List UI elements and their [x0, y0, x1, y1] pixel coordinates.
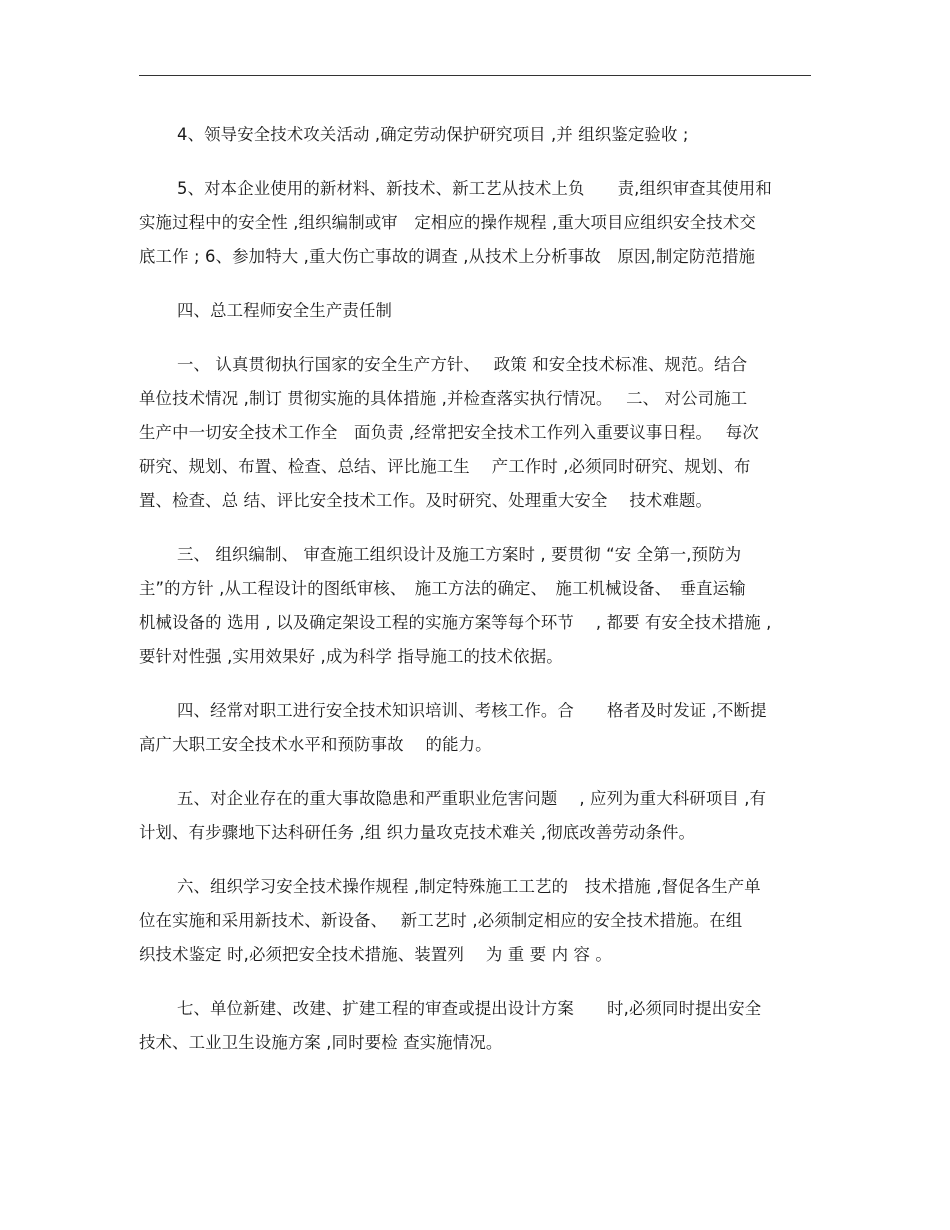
paragraph-item-4 [139, 118, 811, 152]
text-line: 计划、有步骤地下达科研任务 ,组 织力量攻克技术难关 ,彻底改善劳动条件。 [139, 823, 696, 842]
text-line: 高广大职工安全技术水平和预防事故 的能力。 [139, 735, 492, 754]
header-rule [139, 75, 811, 76]
text-line: 三、 组织编制、 审查施工组织设计及施工方案时 , 要贯彻 “安 全第一,预防为 [177, 545, 742, 564]
text-line: 实施过程中的安全性 ,组织编制或审 定相应的操作规程 ,重大项目应组织安全技术交 [139, 213, 756, 232]
text-line: 主”的方针 ,从工程设计的图纸审核、 施工方法的确定、 施工机械设备、 垂直运输 [139, 579, 746, 598]
text-line: 研究、规划、布置、检查、总结、评比施工生 产工作时 ,必须同时研究、规划、布 [139, 457, 751, 476]
text-line: 位在实施和采用新技术、新设备、 新工艺时 ,必须制定相应的安全技术措施。在组 [139, 911, 743, 930]
text-line: 技术、工业卫生设施方案 ,同时要检 查实施情况。 [139, 1033, 503, 1052]
section-heading [139, 294, 811, 328]
text-line: 4、领导安全技术攻关活动 ,确定劳动保护研究项目 ,并 组织鉴定验收 ; [177, 125, 689, 144]
text-line: 机械设备的 选用 , 以及确定架设工程的实施方案等每个环节 , 都要 有安全技术措施 , [139, 613, 772, 632]
text-line: 四、总工程师安全生产责任制 [177, 301, 393, 320]
text-line: 要针对性强 ,实用效果好 ,成为科学 指导施工的技术依据。 [139, 647, 563, 666]
text-line: 六、组织学习安全技术操作规程 ,制定特殊施工工艺的 技术措施 ,督促各生产单 [177, 877, 761, 896]
text-line: 单位技术情况 ,制订 贯彻实施的具体措施 ,并检查落实执行情况。 二、 对公司施工 [139, 389, 748, 408]
paragraph-four [139, 694, 811, 762]
text-line: 生产中一切安全技术工作全 面负责 ,经常把安全技术工作列入重要议事日程。 每次 [139, 423, 759, 442]
text-line: 一、 认真贯彻执行国家的安全生产方针、 政策 和安全技术标准、规范。结合 [177, 355, 748, 374]
text-line: 5、对本企业使用的新材料、新技术、新工艺从技术上负 责,组织审查其使用和 [177, 179, 772, 198]
text-line: 四、经常对职工进行安全技术知识培训、考核工作。合 格者及时发证 ,不断提 [177, 701, 767, 720]
paragraph-item-5-6 [139, 172, 811, 274]
text-line: 五、对企业存在的重大事故隐患和严重职业危害问题 , 应列为重大科研项目 ,有 [177, 789, 767, 808]
document-body [139, 118, 811, 1080]
paragraph-three [139, 538, 811, 674]
text-line: 置、检查、总 结、评比安全技术工作。及时研究、处理重大安全 技术难题。 [139, 491, 713, 510]
text-line: 底工作 ; 6、参加特大 ,重大伤亡事故的调查 ,从技术上分析事故 原因,制定防范措施 [139, 247, 756, 266]
paragraph-six [139, 870, 811, 972]
paragraph-five [139, 782, 811, 850]
text-line: 七、单位新建、改建、扩建工程的审查或提出设计方案 时,必须同时提出安全 [177, 999, 762, 1018]
text-line: 织技术鉴定 时,必须把安全技术措施、装置列 为 重 要 内 容 。 [139, 945, 612, 964]
paragraph-one-two [139, 348, 811, 518]
paragraph-seven [139, 992, 811, 1060]
